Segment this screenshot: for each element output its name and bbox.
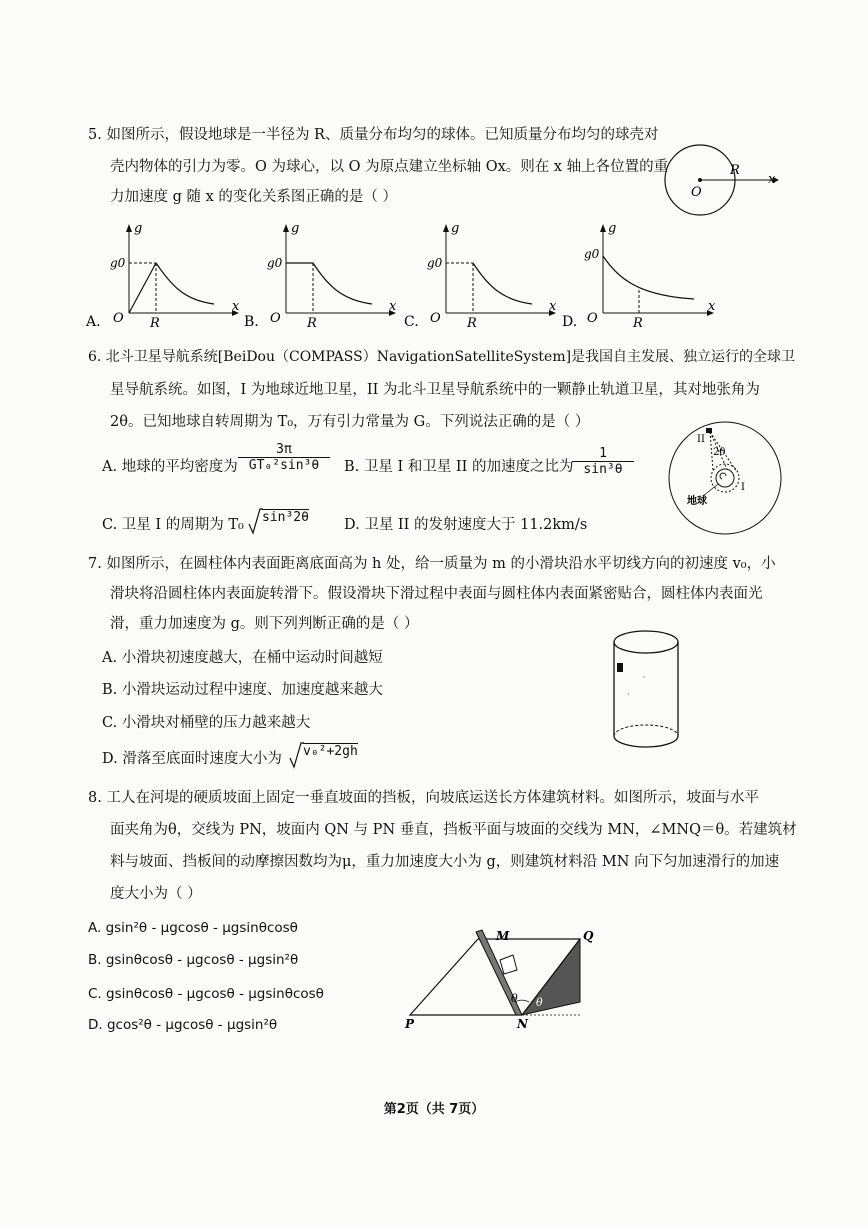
- option-c-label: C.: [404, 314, 419, 330]
- q5-earth-figure: [660, 138, 785, 228]
- graph-d-r: R: [633, 316, 643, 331]
- q6-option-b-fraction: $\frac{1}{\text{sin³θ}}$: [572, 446, 634, 477]
- q8-line1: 8. 工人在河堤的硬质坡面上固定一垂直坡面的挡板，向坡底运送长方体建筑材料。如图所示，坡面与水平: [88, 790, 759, 806]
- graph-a-o: O: [113, 311, 124, 326]
- q8-label-n: N: [517, 1017, 528, 1031]
- q8-option-c: C. gsinθcosθ - μgcosθ - μgsinθcosθ: [88, 986, 324, 1002]
- graph-c-g0: g0: [427, 256, 443, 270]
- q6-option-c-sqrt: [247, 506, 263, 536]
- graph-c: [404, 221, 557, 331]
- graph-d-g: g: [608, 221, 617, 236]
- q7-line1: 7. 如图所示，在圆柱体内表面距离底面高为 h 处，给一质量为 m 的小滑块沿水平切线方向的初速度 v₀，小: [88, 556, 776, 572]
- q5-label-r: R: [730, 163, 740, 178]
- q6-label-earth: 地球: [687, 496, 707, 507]
- q6-option-d: D. 卫星 II 的发射速度大于 11.2km/s: [344, 517, 588, 533]
- q8-slope-figure: [400, 922, 610, 1034]
- graph-a: [85, 221, 240, 331]
- q8-label-q: Q: [583, 929, 594, 943]
- graph-a-r: R: [150, 316, 160, 331]
- q7-option-a: A. 小滑块初速度越大，在桶中运动时间越短: [102, 650, 383, 666]
- q8-option-a: A. gsin²θ - μgcosθ - μgsinθcosθ: [88, 920, 298, 936]
- q5-label-x: x: [768, 172, 776, 187]
- q6-label-i: I: [741, 482, 745, 493]
- q7-cylinder-figure: [608, 628, 684, 756]
- graph-a-x: x: [232, 299, 240, 314]
- page-footer: 第2页（共 7页）: [383, 1102, 485, 1117]
- graph-b-r: R: [307, 316, 317, 331]
- q8-option-b: B. gsinθcosθ - μgcosθ - μgsin²θ: [88, 952, 299, 968]
- graph-c-r: R: [467, 316, 477, 331]
- q5-line3: 力加速度 g 随 x 的变化关系图正确的是（ ）: [110, 189, 398, 205]
- slider-block: [617, 663, 623, 672]
- q6-option-c: C. 卫星 I 的周期为 T₀: [102, 517, 244, 533]
- graph-b: [244, 221, 397, 331]
- graph-c-x: x: [549, 299, 557, 314]
- graph-c-g: g: [451, 221, 460, 236]
- q6-option-b: B. 卫星 I 和卫星 II 的加速度之比为: [344, 459, 574, 475]
- graph-c-o: O: [430, 311, 441, 326]
- q5-label-o: O: [691, 185, 702, 200]
- q8-line4: 度大小为（ ）: [110, 886, 202, 902]
- q6-line1: 6. 北斗卫星导航系统[BeiDou（COMPASS）NavigationSatelliteSystem]是我国自主发展、独立运行的全球卫: [88, 349, 796, 365]
- q5-line2: 壳内物体的引力为零。O 为球心，以 O 为原点建立坐标轴 Ox。则在 x 轴上各位置的重: [110, 159, 669, 175]
- q6-line3: 2θ。已知地球自转周期为 T₀，万有引力常量为 G。下列说法正确的是（ ）: [110, 414, 590, 430]
- graph-d: [562, 221, 716, 331]
- q8-label-m: M: [496, 929, 510, 943]
- q6-label-ii: II: [697, 434, 705, 445]
- q6-option-a: A. 地球的平均密度为: [102, 459, 238, 475]
- q6-satellite-figure: [665, 418, 785, 538]
- q8-line2: 面夹角为θ，交线为 PN，坡面内 QN 与 PN 垂直，挡板平面与坡面的交线为 MN，∠MNQ＝θ。若建筑材: [110, 822, 797, 838]
- q7-option-d: D. 滑落至底面时速度大小为: [102, 751, 282, 767]
- q8-label-theta-2: θ: [536, 996, 543, 1009]
- graph-b-g0: g0: [267, 256, 283, 270]
- q5-graphs: [84, 218, 754, 333]
- option-a-label: A.: [86, 314, 101, 330]
- q7-option-d-sqrt: [288, 740, 304, 770]
- q8-line3: 料与坡面、挡板间的动摩擦因数均为μ，重力加速度大小为 g，则建筑材料沿 MN 向下匀加速滑行的加速: [110, 854, 780, 870]
- q8-label-p: P: [405, 1017, 415, 1031]
- graph-d-x: x: [708, 299, 716, 314]
- graph-d-g0: g0: [584, 247, 600, 261]
- graph-b-g: g: [291, 221, 300, 236]
- graph-b-o: O: [270, 311, 281, 326]
- graph-a-g0: g0: [110, 256, 126, 270]
- q7-option-b: B. 小滑块运动过程中速度、加速度越来越大: [102, 682, 383, 698]
- q5-line1: 5. 如图所示，假设地球是一半径为 R、质量分布均匀的球体。已知质量分布均匀的球壳对: [88, 127, 659, 143]
- q7-option-d-radicand: v₀²+2gh: [303, 744, 358, 759]
- graph-a-g: g: [134, 221, 143, 236]
- graph-d-o: O: [587, 311, 598, 326]
- q8-label-theta-1: θ: [511, 992, 518, 1005]
- option-b-label: B.: [244, 314, 259, 330]
- q7-option-c: C. 小滑块对桶壁的压力越来越大: [102, 715, 311, 731]
- q7-line2: 滑块将沿圆柱体内表面旋转滑下。假设滑块下滑过程中表面与圆柱体内表面紧密贴合，圆柱体内表面光: [110, 586, 763, 602]
- q6-option-c-radicand: sin³2θ: [262, 510, 309, 525]
- q8-option-d: D. gcos²θ - μgcosθ - μgsin²θ: [88, 1017, 278, 1033]
- q6-line2: 星导航系统。如图，I 为地球近地卫星，II 为北斗卫星导航系统中的一颗静止轨道卫星，其对地张角为: [110, 382, 760, 398]
- q7-line3: 滑，重力加速度为 g。则下列判断正确的是（ ）: [110, 616, 419, 632]
- q6-label-angle: 2θ: [713, 447, 726, 458]
- q6-option-a-fraction: $\frac{3\pi}{\text{GT₀²sin³θ}}$: [238, 442, 330, 473]
- option-d-label: D.: [562, 314, 578, 330]
- graph-b-x: x: [389, 299, 397, 314]
